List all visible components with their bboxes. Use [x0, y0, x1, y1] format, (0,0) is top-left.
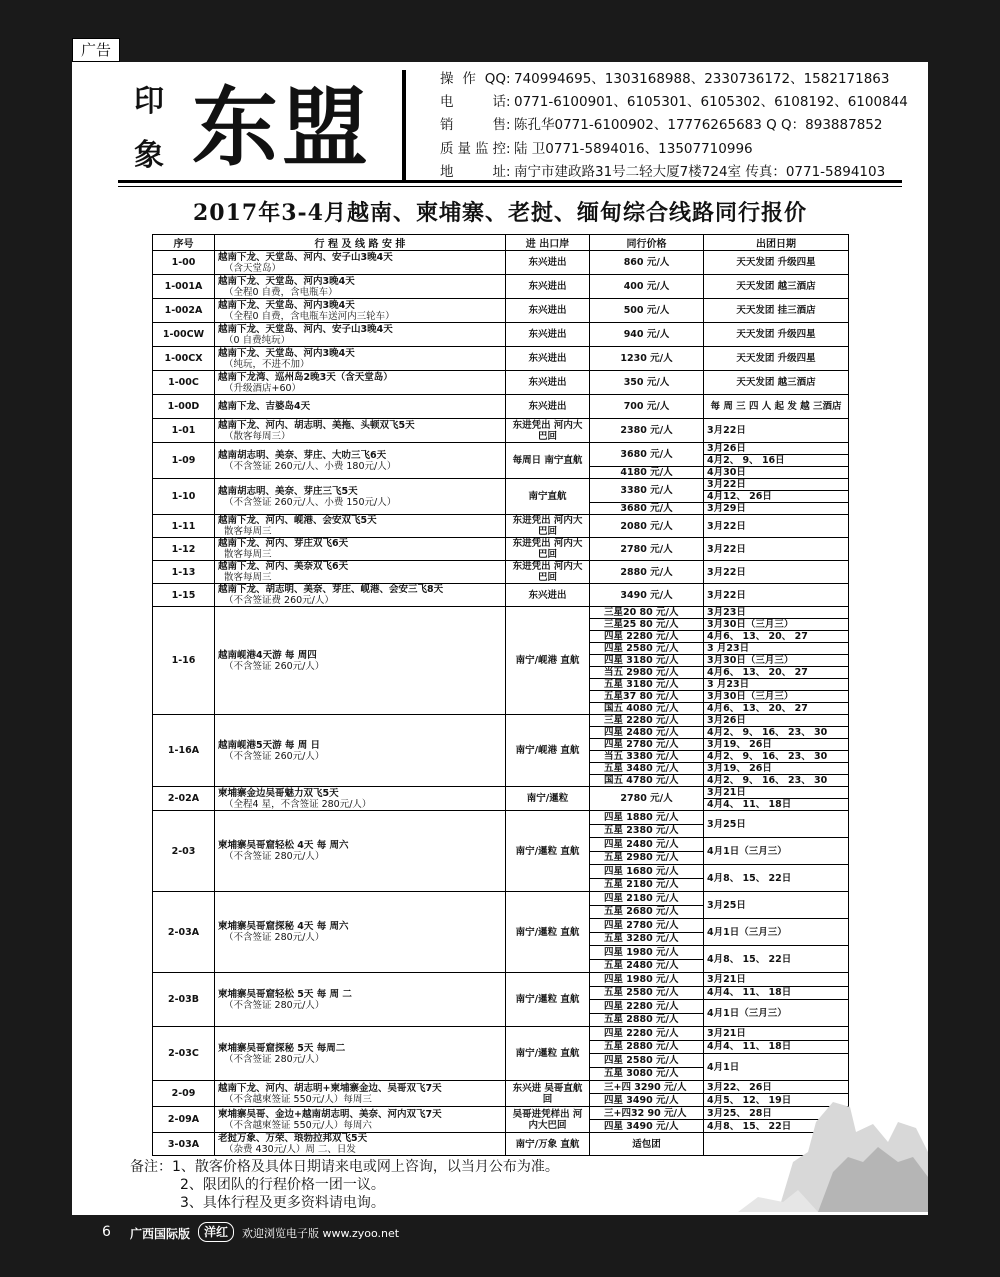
route-price-table [152, 234, 849, 1156]
date-cell: 每 周 三 四 人 起 发 越 三酒店 [704, 395, 849, 419]
port-cell: 东进凭出 河内大巴回 [506, 515, 590, 538]
route-code: 2-03C [153, 1027, 215, 1081]
route-code: 1-15 [153, 584, 215, 607]
route-note: 散客每周三 [224, 572, 272, 583]
price-cell: 国五 4080 元/人 [590, 703, 704, 715]
route-title: 柬埔寨吴哥窟探秘 5天 每周二 [218, 1042, 346, 1054]
date-cell: 4月6、 13、 20、 27 [704, 667, 849, 679]
price-cell: 700 元/人 [590, 395, 704, 419]
price-cell: 500 元/人 [590, 299, 704, 323]
price-cell: 四星 2280 元/人 [590, 1027, 704, 1041]
route-note: （杂费 430元/人）周 二、日发 [224, 1144, 356, 1155]
contact-colon: : [506, 163, 511, 180]
price-cell: 五星 2480 元/人 [590, 959, 704, 973]
date-cell: 4月5、 12、 19日 [704, 1094, 849, 1107]
route-note: （不含签证费 260元/人） [224, 595, 334, 606]
date-cell: 4月8、 15、 22日 [704, 1120, 849, 1133]
route-note: （不含签证 280元/人） [224, 851, 325, 862]
date-cell [704, 973, 849, 987]
date-cell: 3月25日 [704, 892, 849, 919]
date-line: 3月21日 [707, 973, 746, 985]
route-code: 2-09A [153, 1107, 215, 1133]
route-code: 2-03A [153, 892, 215, 973]
date-cell: 4月1日 [704, 1054, 849, 1081]
price-cell: 2880 元/人 [590, 561, 704, 584]
date-cell: 3月21日 [704, 787, 849, 799]
route-note: （全程0 自费，含电瓶车） [224, 286, 338, 298]
port-cell: 东兴进 吴哥直航回 [506, 1081, 590, 1107]
route-note: （全程4 星，不含签证 280元/人） [224, 798, 372, 810]
price-cell: 国五 4780 元/人 [590, 775, 704, 787]
route-note: （不含签证 280元/人） [224, 999, 325, 1011]
price-cell: 四星 3490 元/人 [590, 1094, 704, 1107]
route-title: 越南下龙、河内、胡志明、美拖、头顿双飞5天 [218, 419, 415, 431]
date-cell: 4月4、 11、 18日 [704, 799, 849, 811]
price-cell: 1230 元/人 [590, 347, 704, 371]
price-cell: 五星 2880 元/人 [590, 1040, 704, 1054]
port-cell: 东兴进出 [506, 395, 590, 419]
price-cell: 五星 2680 元/人 [590, 905, 704, 919]
date-cell: 3月30日（三月三） [704, 619, 849, 631]
route-cell [215, 419, 506, 443]
route-title: 越南下龙湾、巡州岛2晚3天（含天堂岛） [218, 371, 393, 383]
route-note: 散客每周三 [224, 549, 272, 560]
table-row [153, 715, 849, 727]
date-cell: 天天发团 越三酒店 [704, 275, 849, 299]
contact-value: 陆 卫0771-5894016、13507710996 [514, 140, 753, 157]
route-title: 越南下龙、河内、芽庄双飞6天 [218, 538, 349, 549]
port-cell: 南宁/暹粒 直航 [506, 1027, 590, 1081]
date-cell: 天天发团 越三酒店 [704, 371, 849, 395]
table-row [153, 479, 849, 491]
contact-colon: : [506, 71, 511, 87]
route-cell [215, 251, 506, 275]
price-cell: 三星25 80 元/人 [590, 619, 704, 631]
port-cell: 南宁/暹粒 直航 [506, 973, 590, 1027]
table-row [153, 1027, 849, 1041]
date-cell: 3月22日 [704, 561, 849, 584]
route-note: （0 自费纯玩） [224, 334, 291, 346]
note-line: 2、限团队的行程价格一团一议。 [180, 1177, 385, 1193]
route-cell [215, 584, 506, 607]
page-title: 2017年3-4月越南、柬埔寨、老挝、缅甸综合线路同行报价 [193, 200, 807, 226]
website-link[interactable]: 欢迎浏览电子版 www.zyoo.net [242, 1227, 400, 1240]
date-cell: 4月8、 15、 22日 [704, 865, 849, 892]
edition-label: 广西国际版 [130, 1227, 191, 1241]
port-cell: 南宁/岘港 直航 [506, 607, 590, 715]
price-cell: 3680 元/人 [590, 443, 704, 467]
header-rule [118, 180, 902, 183]
route-cell [215, 323, 506, 347]
price-cell: 四星 2180 元/人 [590, 892, 704, 906]
route-note: （纯玩，不进不加） [224, 358, 310, 370]
port-cell: 南宁/岘港 直航 [506, 715, 590, 787]
route-title: 越南下龙、天堂岛、河内3晚4天 [218, 347, 355, 359]
page-number: 6 [102, 1224, 111, 1240]
table-row [153, 419, 849, 443]
date-cell: 4月1日（三月三） [704, 1000, 849, 1027]
route-title: 越南岘港4天游 每 周四 [218, 649, 317, 661]
table-row [153, 561, 849, 584]
route-code: 2-09 [153, 1081, 215, 1107]
port-cell: 南宁/暹粒 直航 [506, 811, 590, 892]
date-cell: 3 月23日 [704, 679, 849, 691]
port-cell: 东兴进出 [506, 371, 590, 395]
route-cell [215, 275, 506, 299]
date-cell: 天天发团 挂三酒店 [704, 299, 849, 323]
price-cell: 五星 2880 元/人 [590, 1013, 704, 1027]
note-line: 备注：1、散客价格及具体日期请来电或网上咨询，以当月公布为准。 [130, 1159, 559, 1175]
price-cell: 五星 3180 元/人 [590, 679, 704, 691]
table-row [153, 251, 849, 275]
price-cell: 四星 1980 元/人 [590, 946, 704, 960]
price-cell: 四星 2280 元/人 [590, 1000, 704, 1014]
price-cell: 四星 2480 元/人 [590, 727, 704, 739]
price-cell: 940 元/人 [590, 323, 704, 347]
route-cell [215, 715, 506, 787]
col-header: 同行价格 [590, 235, 704, 251]
price-cell: 四星 3180 元/人 [590, 655, 704, 667]
route-note: （含天堂岛） [224, 262, 282, 274]
col-header: 进 出口岸 [506, 235, 590, 251]
route-code: 1-001A [153, 275, 215, 299]
price-cell: 2780 元/人 [590, 787, 704, 811]
route-title: 柬埔寨吴哥窟探秘 4天 每 周六 [218, 921, 349, 932]
table-row [153, 811, 849, 825]
col-header: 行 程 及 线 路 安 排 [215, 235, 506, 251]
price-cell: 三星 2280 元/人 [590, 715, 704, 727]
date-cell: 3月22日 [704, 479, 849, 491]
date-cell [704, 1027, 849, 1041]
price-cell: 四星 2580 元/人 [590, 643, 704, 655]
note-line: 3、具体行程及更多资料请电询。 [180, 1195, 385, 1211]
date-cell: 3月22、 26日 [704, 1081, 849, 1094]
price-cell: 3380 元/人 [590, 479, 704, 503]
contact-label: 电话 [440, 94, 506, 111]
table-row [153, 395, 849, 419]
route-code: 1-00CX [153, 347, 215, 371]
price-cell: 三星20 80 元/人 [590, 607, 704, 619]
table-row [153, 443, 849, 455]
date-cell: 4月4、 11、 18日 [704, 986, 849, 1000]
date-cell: 4月2、 9、 16、 23、 30 [704, 775, 849, 787]
date-cell: 3月30日（三月三） [704, 691, 849, 703]
date-cell: 3月22日 [704, 515, 849, 538]
route-title: 越南下龙、河内、岘港、会安双飞5天 [218, 515, 377, 526]
route-note: （不含签证 260元/人） [224, 750, 325, 762]
route-title: 柬埔寨吴哥、金边+越南胡志明、美奈、河内双飞7天 [218, 1108, 442, 1120]
route-code: 2-03B [153, 973, 215, 1027]
route-note: （不含签证 280元/人） [224, 932, 325, 943]
route-title: 越南下龙、吉婆岛4天 [218, 401, 311, 412]
route-note: （全程0 自费，含电瓶车送河内三轮车） [224, 310, 395, 322]
route-cell [215, 538, 506, 561]
contact-colon: : [506, 140, 511, 157]
route-cell [215, 787, 506, 811]
price-cell: 五星37 80 元/人 [590, 691, 704, 703]
rock-decoration-image [738, 1062, 928, 1212]
route-code: 3-03A [153, 1133, 215, 1156]
date-cell: 天天发团 升级四星 [704, 347, 849, 371]
date-cell: 4月1日（三月三） [704, 919, 849, 946]
route-title: 越南下龙、天堂岛、河内、安子山3晚4天 [218, 323, 393, 335]
price-cell: 860 元/人 [590, 251, 704, 275]
port-cell: 南宁/暹粒 [506, 787, 590, 811]
date-cell: 3月22日 [704, 538, 849, 561]
date-cell: 4月6、 13、 20、 27 [704, 703, 849, 715]
date-cell: 4月6、 13、 20、 27 [704, 631, 849, 643]
price-cell: 四星 1680 元/人 [590, 865, 704, 879]
date-cell: 4月2、 9、 16日 [704, 455, 849, 467]
route-note: （不含签证 260元/人、小费 180元/人） [224, 460, 397, 472]
route-code: 1-13 [153, 561, 215, 584]
route-title: 越南下龙、天堂岛、河内、安子山3晚4天 [218, 251, 393, 263]
table-row [153, 347, 849, 371]
date-cell: 天天发团 升级四星 [704, 323, 849, 347]
date-cell: 3月19、 26日 [704, 739, 849, 751]
port-cell: 东进凭出 河内大巴回 [506, 538, 590, 561]
price-cell: 三+四32 90 元/人 [590, 1107, 704, 1120]
route-code: 1-00C [153, 371, 215, 395]
contact-row [440, 138, 926, 161]
price-cell: 四星 1880 元/人 [590, 811, 704, 825]
route-cell [215, 1081, 506, 1107]
route-code: 1-16 [153, 607, 215, 715]
contact-row [440, 91, 926, 114]
table-row [153, 787, 849, 799]
date-cell: 3月25日 [704, 811, 849, 838]
contact-block [440, 68, 926, 184]
route-cell [215, 515, 506, 538]
route-code: 1-01 [153, 419, 215, 443]
route-title: 越南下龙、河内、美奈双飞6天 [218, 561, 349, 572]
logo-divider [402, 70, 406, 182]
date-cell: 3月22日 [704, 419, 849, 443]
contact-label: 销售 [440, 117, 506, 134]
date-cell: 3月25、 28日 [704, 1107, 849, 1120]
port-cell: 南宁/暹粒 直航 [506, 892, 590, 973]
table-row [153, 299, 849, 323]
port-cell: 南宁直航 [506, 479, 590, 515]
price-cell: 四星 2580 元/人 [590, 1054, 704, 1068]
route-cell [215, 1133, 506, 1156]
logo-char-2: 象 [134, 138, 164, 173]
route-note: （升级酒店+60） [224, 382, 302, 394]
route-note: （不含签证 280元/人） [224, 1053, 325, 1065]
route-code: 2-03 [153, 811, 215, 892]
date-cell: 4月8、 15、 22日 [704, 946, 849, 973]
price-cell: 3680 元/人 [590, 503, 704, 515]
table-row [153, 973, 849, 987]
port-cell: 每周日 南宁直航 [506, 443, 590, 479]
price-cell: 四星 3490 元/人 [590, 1120, 704, 1133]
route-cell [215, 479, 506, 515]
date-cell: 3月26日 [704, 715, 849, 727]
ad-tag: 广告 [72, 38, 120, 62]
route-code: 1-16A [153, 715, 215, 787]
route-title: 越南下龙、天堂岛、河内3晚4天 [218, 275, 355, 287]
contact-label: 质量监控 [440, 140, 506, 157]
route-title: 越南胡志明、美奈、芽庄、大叻三飞6天 [218, 449, 387, 461]
price-cell: 五星 2580 元/人 [590, 986, 704, 1000]
contact-value: 740994695、1303168988、2330736172、1582171863 [514, 71, 890, 87]
route-cell [215, 561, 506, 584]
table-row [153, 584, 849, 607]
price-cell: 四星 2780 元/人 [590, 919, 704, 933]
port-cell: 吴哥进凭样出 河内大巴回 [506, 1107, 590, 1133]
date-cell: 3 月23日 [704, 643, 849, 655]
logo-brand: 东盟 [192, 77, 372, 178]
route-note: （散客每周三） [224, 430, 291, 442]
route-cell [215, 1107, 506, 1133]
route-title: 柬埔寨吴哥窟轻松 4天 每 周六 [218, 840, 349, 851]
route-cell [215, 371, 506, 395]
route-note: （不含签证 260元/人） [224, 660, 325, 672]
date-cell: 4月2、 9、 16、 23、 30 [704, 727, 849, 739]
contact-row [440, 68, 926, 91]
route-note: 散客每周三 [224, 526, 272, 537]
route-title: 越南胡志明、美奈、芽庄三飞5天 [218, 485, 358, 497]
price-cell: 3490 元/人 [590, 584, 704, 607]
route-title: 越南下龙、胡志明、美奈、芽庄、岘港、会安三飞8天 [218, 584, 444, 595]
route-code: 1-00D [153, 395, 215, 419]
route-title: 越南岘港5天游 每 周 日 [218, 739, 321, 751]
route-code: 1-10 [153, 479, 215, 515]
table-row [153, 538, 849, 561]
table-row [153, 607, 849, 619]
date-cell: 3月26日 [704, 443, 849, 455]
date-line: 3月21日 [707, 1027, 746, 1039]
table-row [153, 371, 849, 395]
port-cell: 南宁/万象 直航 [506, 1133, 590, 1156]
table-row [153, 275, 849, 299]
route-code: 2-02A [153, 787, 215, 811]
contact-value: 0771-6100901、6105301、6105302、6108192、6100844 [514, 94, 908, 111]
route-cell [215, 395, 506, 419]
port-cell: 东兴进出 [506, 584, 590, 607]
price-cell: 350 元/人 [590, 371, 704, 395]
route-note: （不含越柬签证 550元/人）每周六 [224, 1119, 372, 1131]
table-header [153, 235, 849, 251]
date-cell: 3月30日（三月三） [704, 655, 849, 667]
contact-row [440, 114, 926, 137]
price-cell: 四星 1980 元/人 [590, 973, 704, 987]
brand-badge: 洋红 [198, 1222, 234, 1242]
route-title: 柬埔寨吴哥窟轻松 5天 每 周 二 [218, 988, 352, 1000]
price-cell: 五星 2380 元/人 [590, 824, 704, 838]
date-cell: 3月29日 [704, 503, 849, 515]
route-code: 1-00CW [153, 323, 215, 347]
route-title: 老挝万象、万荣、琅勃拉邦双飞5天 [218, 1133, 368, 1144]
price-cell: 2380 元/人 [590, 419, 704, 443]
date-cell: 3月19、 26日 [704, 763, 849, 775]
price-cell: 四星 2480 元/人 [590, 838, 704, 852]
port-cell: 东进凭出 河内大巴回 [506, 561, 590, 584]
date-cell: 天天发团 升级四星 [704, 251, 849, 275]
price-cell: 当五 3380 元/人 [590, 751, 704, 763]
route-cell [215, 973, 506, 1027]
notes [130, 1158, 559, 1212]
date-cell: 4月1日（三月三） [704, 838, 849, 865]
contact-label: 地址 [440, 163, 506, 180]
table-row [153, 892, 849, 906]
date-cell: 4月30日 [704, 467, 849, 479]
price-cell: 五星 3480 元/人 [590, 763, 704, 775]
price-cell: 四星 2780 元/人 [590, 739, 704, 751]
logo-char-1: 印 [134, 84, 164, 119]
route-code: 1-09 [153, 443, 215, 479]
route-cell [215, 443, 506, 479]
route-code: 1-12 [153, 538, 215, 561]
contact-value: 陈孔华0771-6100902、17776265683 Q Q：893887852 [514, 117, 883, 134]
price-cell: 三+四 3290 元/人 [590, 1081, 704, 1094]
route-cell [215, 607, 506, 715]
col-header: 出团日期 [704, 235, 849, 251]
price-cell: 4180 元/人 [590, 467, 704, 479]
route-code: 1-002A [153, 299, 215, 323]
route-note: （不含签证 260元/人、小费 150元/人） [224, 496, 397, 508]
contact-value: 南宁市建政路31号二轻大厦7楼724室 传真：0771-5894103 [514, 163, 886, 180]
footer [72, 1218, 928, 1244]
price-cell: 五星 2180 元/人 [590, 878, 704, 892]
date-cell: 4月4、 11、 18日 [704, 1040, 849, 1054]
route-cell [215, 347, 506, 371]
price-cell: 四星 2280 元/人 [590, 631, 704, 643]
route-cell [215, 811, 506, 892]
route-code: 1-11 [153, 515, 215, 538]
route-title: 柬埔寨金边吴哥魅力双飞5天 [218, 787, 339, 799]
price-cell: 2080 元/人 [590, 515, 704, 538]
port-cell: 东兴进出 [506, 347, 590, 371]
route-cell [215, 892, 506, 973]
table-row [153, 323, 849, 347]
route-cell [215, 299, 506, 323]
route-title: 越南下龙、天堂岛、河内3晚4天 [218, 299, 355, 311]
price-cell: 400 元/人 [590, 275, 704, 299]
price-cell: 当五 2980 元/人 [590, 667, 704, 679]
port-cell: 东进凭出 河内大巴回 [506, 419, 590, 443]
date-cell: 4月12、 26日 [704, 491, 849, 503]
logo [120, 70, 400, 185]
port-cell: 东兴进出 [506, 299, 590, 323]
date-cell: 3月22日 [704, 584, 849, 607]
table-row [153, 515, 849, 538]
page [72, 62, 928, 1215]
route-cell [215, 1027, 506, 1081]
price-cell: 五星 3280 元/人 [590, 932, 704, 946]
header-rule-thin [118, 186, 902, 187]
port-cell: 东兴进出 [506, 275, 590, 299]
price-cell: 适包团 [590, 1133, 704, 1156]
route-code: 1-00 [153, 251, 215, 275]
date-cell: 4月2、 9、 16、 23、 30 [704, 751, 849, 763]
price-cell: 五星 2980 元/人 [590, 851, 704, 865]
port-cell: 东兴进出 [506, 323, 590, 347]
price-cell: 2780 元/人 [590, 538, 704, 561]
date-cell: 3月23日 [704, 607, 849, 619]
route-note: （不含越柬签证 550元/人）每周三 [224, 1093, 372, 1105]
col-header: 序号 [153, 235, 215, 251]
contact-colon: : [506, 117, 511, 134]
route-title: 越南下龙、河内、胡志明+柬埔寨金边、吴哥双飞7天 [218, 1082, 442, 1094]
contact-label: 操作QQ [440, 71, 506, 87]
contact-colon: : [506, 94, 511, 111]
port-cell: 东兴进出 [506, 251, 590, 275]
price-cell: 五星 3080 元/人 [590, 1067, 704, 1081]
